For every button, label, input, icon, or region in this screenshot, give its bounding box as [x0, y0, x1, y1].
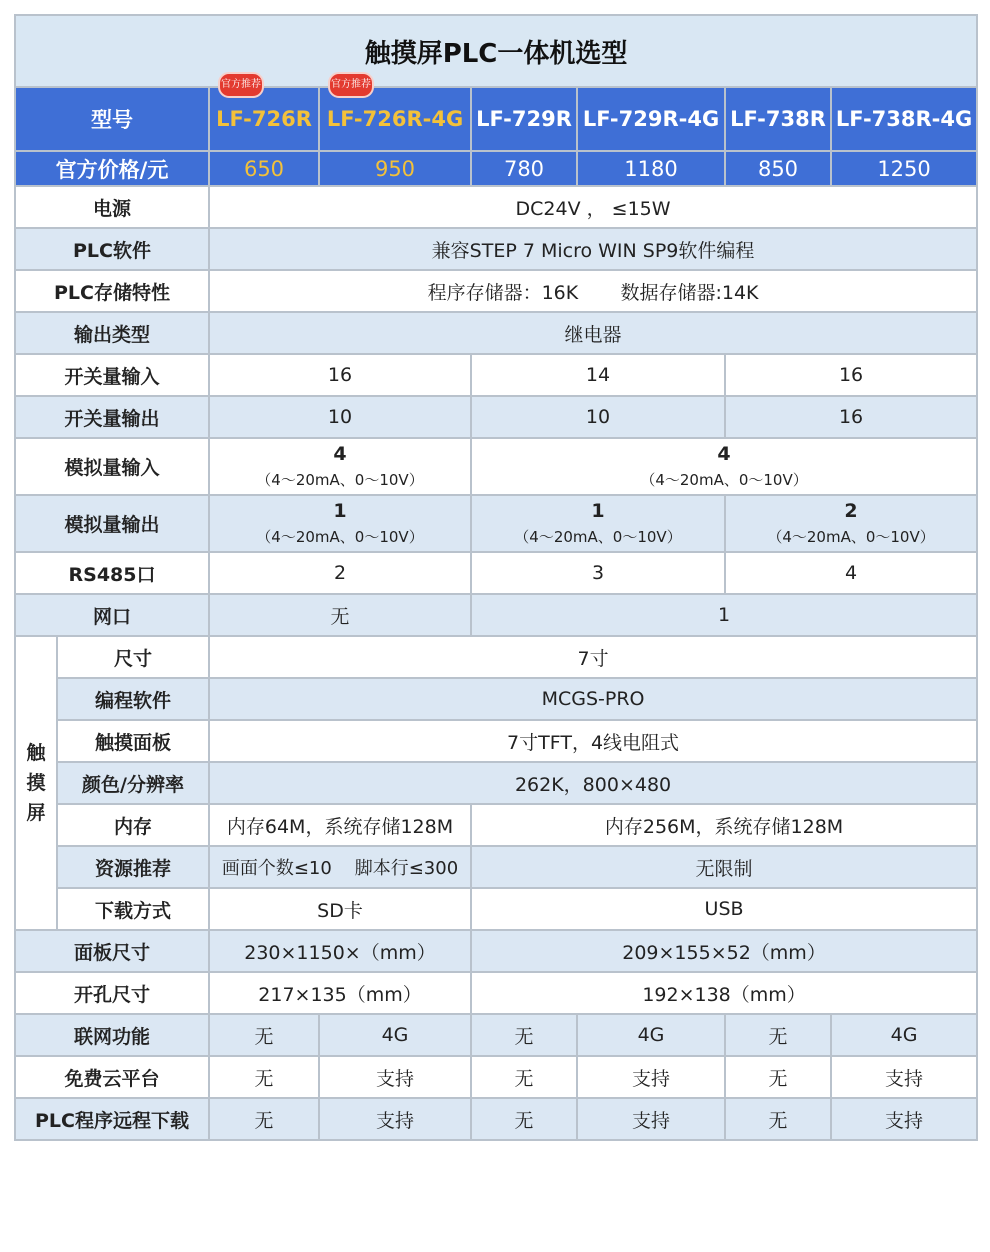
row-value: 无 — [209, 594, 471, 636]
price-cell: 1250 — [831, 151, 977, 186]
row-label: 模拟量输出 — [15, 495, 209, 552]
row-value: MCGS-PRO — [209, 678, 977, 720]
table-row — [15, 762, 977, 804]
row-value: 无 — [209, 1056, 319, 1098]
row-value — [209, 438, 471, 495]
table-row — [15, 312, 977, 354]
value-range: （4～20mA、0～10V） — [256, 528, 424, 546]
table-row — [15, 594, 977, 636]
row-value: 程序存储器：16K 数据存储器:14K — [209, 270, 977, 312]
row-value: 4G — [319, 1014, 471, 1056]
row-label: 下载方式 — [57, 888, 209, 930]
group-char: 摸 — [26, 772, 46, 794]
row-label: 编程软件 — [57, 678, 209, 720]
row-value: 无 — [725, 1098, 831, 1140]
table-row — [15, 930, 977, 972]
price-cell: 780 — [471, 151, 577, 186]
row-label: 触摸面板 — [57, 720, 209, 762]
value-range: （4～20mA、0～10V） — [256, 471, 424, 489]
table-row — [15, 438, 977, 495]
table-row — [15, 270, 977, 312]
model-cell: LF-738R-4G — [831, 87, 977, 151]
price-cell: 850 — [725, 151, 831, 186]
model-cell: LF-729R-4G — [577, 87, 725, 151]
touch-group-label — [15, 636, 57, 930]
value-range: （4～20mA、0～10V） — [767, 528, 935, 546]
row-label: 颜色/分辨率 — [57, 762, 209, 804]
row-label: RS485口 — [15, 552, 209, 594]
row-value: 继电器 — [209, 312, 977, 354]
table-row — [15, 396, 977, 438]
row-value: 16 — [725, 396, 977, 438]
table-row — [15, 972, 977, 1014]
value-main: 2 — [844, 500, 858, 522]
price-cell: 1180 — [577, 151, 725, 186]
recommend-badge: 官方推荐 — [218, 72, 264, 98]
row-label: PLC存储特性 — [15, 270, 209, 312]
model-cell: LF-729R — [471, 87, 577, 151]
table-row — [15, 1098, 977, 1140]
table-row — [15, 1014, 977, 1056]
row-value: 支持 — [831, 1056, 977, 1098]
group-char: 屏 — [26, 802, 46, 824]
row-value: 4G — [831, 1014, 977, 1056]
row-label: 联网功能 — [15, 1014, 209, 1056]
row-value: 10 — [471, 396, 725, 438]
value-main: 4 — [333, 443, 347, 465]
row-label: 模拟量输入 — [15, 438, 209, 495]
selection-table — [14, 14, 978, 1141]
value-main: 1 — [333, 500, 347, 522]
row-label: 网口 — [15, 594, 209, 636]
row-value: 16 — [725, 354, 977, 396]
value-range: （4～20mA、0～10V） — [640, 471, 808, 489]
row-value: 2 — [209, 552, 471, 594]
table-row — [15, 720, 977, 762]
table-row — [15, 228, 977, 270]
model-label: 型号 — [15, 87, 209, 151]
row-value: 16 — [209, 354, 471, 396]
row-label: 资源推荐 — [57, 846, 209, 888]
row-value: USB — [471, 888, 977, 930]
row-value: 10 — [209, 396, 471, 438]
row-value: 1 — [471, 594, 977, 636]
model-cell: LF-726R-4G — [319, 87, 471, 151]
row-value: 无 — [471, 1098, 577, 1140]
row-label: PLC程序远程下载 — [15, 1098, 209, 1140]
table-row — [15, 678, 977, 720]
table-row — [15, 354, 977, 396]
row-label: 开关量输入 — [15, 354, 209, 396]
row-value: 支持 — [319, 1098, 471, 1140]
group-char: 触 — [26, 742, 46, 764]
row-value: 无 — [209, 1098, 319, 1140]
row-value — [471, 495, 725, 552]
table-title: 触摸屏PLC一体机选型 — [15, 15, 977, 87]
row-value: 无限制 — [471, 846, 977, 888]
row-label: 免费云平台 — [15, 1056, 209, 1098]
table-row — [15, 846, 977, 888]
row-value: DC24V ， ≤15W — [209, 186, 977, 228]
row-value: 7寸TFT，4线电阻式 — [209, 720, 977, 762]
table-row — [15, 552, 977, 594]
row-label: 尺寸 — [57, 636, 209, 678]
row-value — [725, 495, 977, 552]
row-value — [209, 495, 471, 552]
row-label: PLC软件 — [15, 228, 209, 270]
table-row — [15, 804, 977, 846]
row-value: 4G — [577, 1014, 725, 1056]
price-label: 官方价格/元 — [15, 151, 209, 186]
row-value: 支持 — [577, 1056, 725, 1098]
row-value: 4 — [725, 552, 977, 594]
price-cell: 950 — [319, 151, 471, 186]
model-row — [15, 87, 977, 151]
table-row — [15, 495, 977, 552]
recommend-badge: 官方推荐 — [328, 72, 374, 98]
row-value: 画面个数≤10 脚本行≤300 — [209, 846, 471, 888]
price-row — [15, 151, 977, 186]
row-value: 支持 — [319, 1056, 471, 1098]
value-main: 4 — [717, 443, 731, 465]
row-value: 内存64M，系统存储128M — [209, 804, 471, 846]
row-label: 内存 — [57, 804, 209, 846]
model-cell: LF-738R — [725, 87, 831, 151]
row-value — [471, 438, 977, 495]
row-label: 开孔尺寸 — [15, 972, 209, 1014]
row-value: 192×138（mm） — [471, 972, 977, 1014]
selection-sheet — [14, 14, 976, 1141]
row-value: 3 — [471, 552, 725, 594]
row-label: 面板尺寸 — [15, 930, 209, 972]
row-value: 209×155×52（mm） — [471, 930, 977, 972]
row-value: 兼容STEP 7 Micro WIN SP9软件编程 — [209, 228, 977, 270]
model-cell: LF-726R — [209, 87, 319, 151]
row-label: 电源 — [15, 186, 209, 228]
price-cell: 650 — [209, 151, 319, 186]
row-label: 输出类型 — [15, 312, 209, 354]
row-value: 230×1150×（mm） — [209, 930, 471, 972]
value-main: 1 — [591, 500, 605, 522]
row-value: 无 — [725, 1056, 831, 1098]
row-value: 支持 — [831, 1098, 977, 1140]
row-value: 262K，800×480 — [209, 762, 977, 804]
row-value: 无 — [471, 1056, 577, 1098]
row-value: 217×135（mm） — [209, 972, 471, 1014]
table-row — [15, 1056, 977, 1098]
table-row — [15, 636, 977, 678]
value-range: （4～20mA、0～10V） — [514, 528, 682, 546]
table-row — [15, 186, 977, 228]
table-row — [15, 888, 977, 930]
row-value: 14 — [471, 354, 725, 396]
row-value: 支持 — [577, 1098, 725, 1140]
row-value: SD卡 — [209, 888, 471, 930]
row-value: 无 — [725, 1014, 831, 1056]
row-value: 无 — [471, 1014, 577, 1056]
row-value: 7寸 — [209, 636, 977, 678]
row-value: 内存256M，系统存储128M — [471, 804, 977, 846]
row-value: 无 — [209, 1014, 319, 1056]
row-label: 开关量输出 — [15, 396, 209, 438]
